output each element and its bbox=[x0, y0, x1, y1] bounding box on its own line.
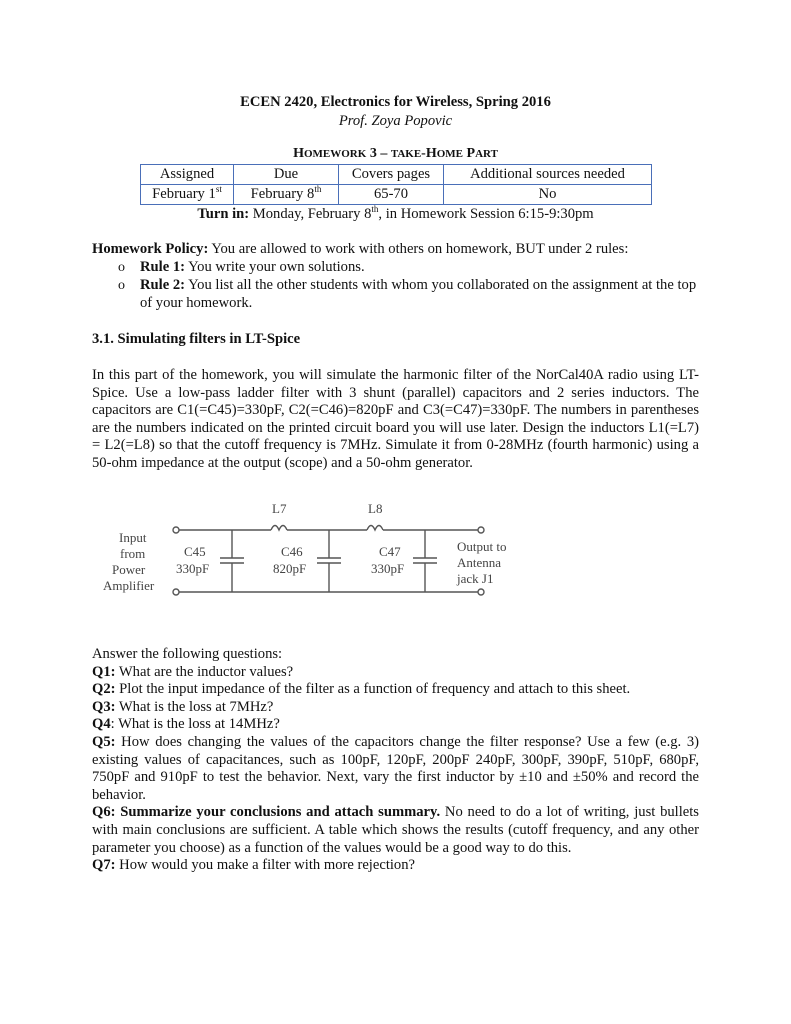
output-terminal-top bbox=[478, 527, 484, 533]
question-q3: Q3: What is the loss at 7MHz? bbox=[92, 698, 274, 715]
inductor-l7 bbox=[271, 526, 287, 531]
rule-2: Rule 2: You list all the other students with whom you collaborated on the assignment at the top of your homework. bbox=[140, 277, 697, 311]
input-label-line: Power bbox=[112, 562, 146, 577]
output-label-line: Antenna bbox=[457, 555, 502, 570]
table-header-cell: Additional sources needed bbox=[444, 165, 652, 185]
l7-label: L7 bbox=[272, 501, 287, 516]
due-date: February 8th bbox=[234, 185, 339, 205]
section-body: In this part of the homework, you will simulate the harmonic filter of the NorCal40A radio using LT-Spice. Use a low-pass ladder filter with 3 shunt (parallel) capacitors and 2 series inductors. The capacitors are C1(=C45)=330pF, C2(=C46)=820pF and C3(=C47)=330pF. The numbers in parentheses are the numbers indicated on the printed circuit board you will use later. Design the inductors L1(=L7) = L2(=L8) so that the cutoff frequency is 7MHz. Simulate it from 0-28MHz (fourth harmonic) using a 50-ohm impedance at the output (scope) and a 50-ohm generator. bbox=[92, 367, 699, 471]
c45-name: C45 bbox=[184, 544, 206, 559]
input-terminal-bottom bbox=[173, 589, 179, 595]
input-label-line: Input bbox=[119, 530, 147, 545]
capacitor-c47 bbox=[413, 530, 437, 592]
question-q6: Q6: Summarize your conclusions and attach summary. No need to do a lot of writing, just bullets with main conclusions are sufficient. A table which shows the results (cutoff frequency, and any other parameter you choose) as a function of the values would be a good way to do this. bbox=[92, 804, 699, 856]
table-header-cell: Due bbox=[234, 165, 339, 185]
bullet-icon: o bbox=[118, 260, 125, 275]
question-q5: Q5: How does changing the values of the capacitors change the filter response? Use a few (e.g. 3) existing values of capacitances, such as 100pF, 120pF, 200pF 240pF, 300pF, 390pF, 510pF, 680pF, 750pF and 910pF to test the behavior. Next, vary the first inductor by ±10 and ±50% and record the behavior. bbox=[92, 733, 699, 803]
output-label-line: jack J1 bbox=[457, 571, 494, 586]
c46-name: C46 bbox=[281, 544, 303, 559]
bullet-icon: o bbox=[118, 278, 125, 293]
c45-value: 330pF bbox=[176, 561, 210, 576]
question-q2: Q2: Plot the input impedance of the filter as a function of frequency and attach to this sheet. bbox=[92, 681, 631, 698]
homework-policy: Homework Policy: You are allowed to work with others on homework, BUT under 2 rules: bbox=[92, 241, 629, 257]
l8-label: L8 bbox=[368, 501, 383, 516]
table-header-row bbox=[141, 165, 652, 185]
questions-intro: Answer the following questions: bbox=[92, 646, 283, 662]
question-q7: Q7: How would you make a filter with more rejection? bbox=[92, 857, 416, 874]
course-title: ECEN 2420, Electronics for Wireless, Spring 2016 bbox=[240, 94, 551, 110]
capacitor-c45 bbox=[220, 530, 244, 592]
c47-name: C47 bbox=[379, 544, 401, 559]
input-label-line: from bbox=[120, 546, 146, 561]
capacitor-c46 bbox=[317, 530, 341, 592]
assignment-table bbox=[140, 164, 652, 205]
covers-pages: 65-70 bbox=[339, 185, 444, 205]
table-header-cell: Covers pages bbox=[339, 165, 444, 185]
c47-value: 330pF bbox=[371, 561, 405, 576]
questions-block bbox=[92, 646, 699, 875]
inductor-l8 bbox=[367, 526, 383, 531]
question-q1: Q1: What are the inductor values? bbox=[92, 663, 294, 680]
homework-title: HOMEWORK 3 – TAKE-HOME PART bbox=[293, 146, 498, 161]
table-header-cell: Assigned bbox=[141, 165, 234, 185]
turn-in-line: Turn in: Monday, February 8th, in Homework Session 6:15-9:30pm bbox=[197, 204, 594, 222]
professor-name: Prof. Zoya Popovic bbox=[338, 113, 453, 129]
question-q4: Q4: What is the loss at 14MHz? bbox=[92, 716, 280, 733]
section-title: 3.1. Simulating filters in LT-Spice bbox=[92, 331, 301, 347]
input-terminal-top bbox=[173, 527, 179, 533]
table-row bbox=[141, 185, 652, 205]
sources-needed: No bbox=[444, 185, 652, 205]
circuit-diagram bbox=[95, 495, 535, 610]
assigned-date: February 1st bbox=[141, 185, 234, 205]
rule-1: Rule 1: You write your own solutions. bbox=[140, 259, 365, 275]
output-label-line: Output to bbox=[457, 539, 507, 554]
c46-value: 820pF bbox=[273, 561, 307, 576]
output-terminal-bottom bbox=[478, 589, 484, 595]
input-label-line: Amplifier bbox=[103, 578, 155, 593]
